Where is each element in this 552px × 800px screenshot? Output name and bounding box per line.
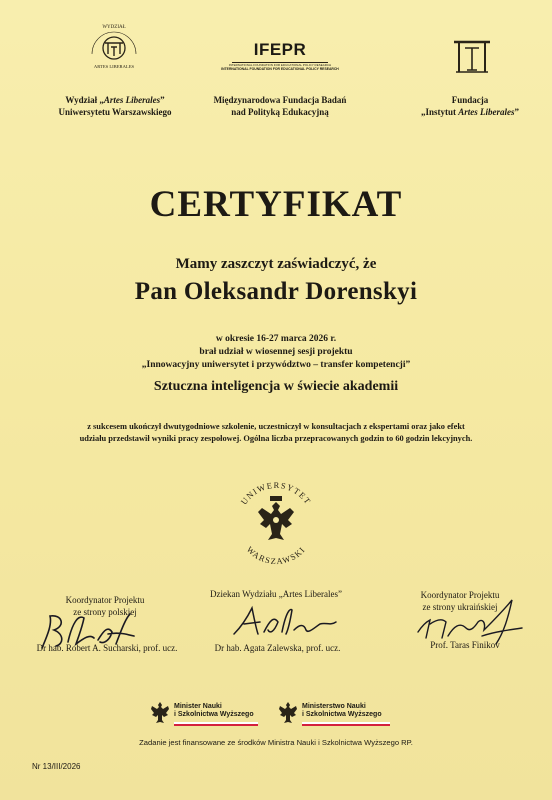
artes-liberales-faculty-logo: [86, 20, 142, 72]
sponsor-minister-name: Minister Nauki i Szkolnictwa Wyższego: [174, 703, 254, 718]
certificate-title: CERTYFIKAT: [149, 184, 403, 225]
right-institution-name: Fundacja „Instytut Artes Liberales”: [420, 95, 519, 117]
ifepr-logo: IFEPR INTERNATIONAL FOUNDATION FOR EDUCATIONAL POLICY RESEARCH INTERNATIONAL FOUNDATION FOR EDUCATIONAL POLICY RESEARCH: [221, 40, 339, 71]
period-line: w okresie 16-27 marca 2026 r.: [215, 334, 337, 344]
svg-text:WYDZIAŁ: WYDZIAŁ: [102, 25, 126, 30]
svg-text:ARTES LIBERALES: ARTES LIBERALES: [93, 64, 135, 69]
signature-3-name: Prof. Taras Finikov: [430, 640, 500, 650]
center-institution-name: Międzynarodowa Fundacja Badań nad Polityką Edukacyjną: [213, 95, 347, 117]
flag-bar-red: [302, 724, 390, 726]
polish-eagle-icon: [150, 700, 170, 726]
project-name: „Innowacyjny uniwersytet i przywództwo – transfer kompetencji”: [141, 360, 411, 370]
sponsor-ministry-name: Ministerstwo Nauki i Szkolnictwa Wyższego: [302, 703, 382, 718]
signature-2-name: Dr hab. Agata Zalewska, prof. ucz.: [214, 643, 341, 653]
signature-2-label: Dziekan Wydziału „Artes Liberales”: [210, 589, 342, 599]
certificate-number: Nr 13/III/2026: [32, 762, 81, 771]
svg-text:WARSZAWSKI: WARSZAWSKI: [244, 544, 308, 567]
sponsor-ministry: [278, 700, 398, 730]
recipient-name: Pan Oleksandr Dorenskyi: [134, 278, 418, 305]
funding-note: Zadanie jest finansowane ze środków Ministra Nauki i Szkolnictwa Wyższego RP.: [139, 738, 413, 747]
intro-text: Mamy zaszczyt zaświadczyć, że: [175, 256, 377, 272]
signature-1-label: Koordynator Projektu ze strony polskiej: [65, 595, 145, 617]
left-institution-name: Wydział „Artes Liberales” Uniwersytetu Warszawskiego: [58, 95, 172, 117]
polish-eagle-icon: [278, 700, 298, 726]
sponsor-minister: [150, 700, 265, 730]
participation-block: [0, 333, 552, 372]
course-title: Sztuczna inteligencja w świecie akademii: [153, 379, 399, 394]
flag-bar-red: [174, 724, 258, 726]
svg-text:UNIWERSYTET: UNIWERSYTET: [238, 479, 314, 507]
completion-text: z sukcesem ukończył dwutygodniowe szkolenie, uczestniczył w konsultacjach z ekspertami oraz jako efekt udziału przedstawił wyniki pracy zespołowej. Ogólna liczba przepracowanych godzin to 60 godzin lekcyjnych.: [79, 422, 473, 443]
signature-3-label: Koordynator Projektu ze strony ukraińskiej: [420, 590, 500, 612]
signature-2-handwriting: [230, 602, 340, 642]
participation-line: brał udział w wiosennej sesji projektu: [199, 347, 353, 357]
university-seal: [226, 474, 326, 570]
signature-1-name: Dr hab. Robert A. Sucharski, prof. ucz.: [36, 643, 178, 653]
artes-liberales-institute-logo: [451, 38, 493, 76]
